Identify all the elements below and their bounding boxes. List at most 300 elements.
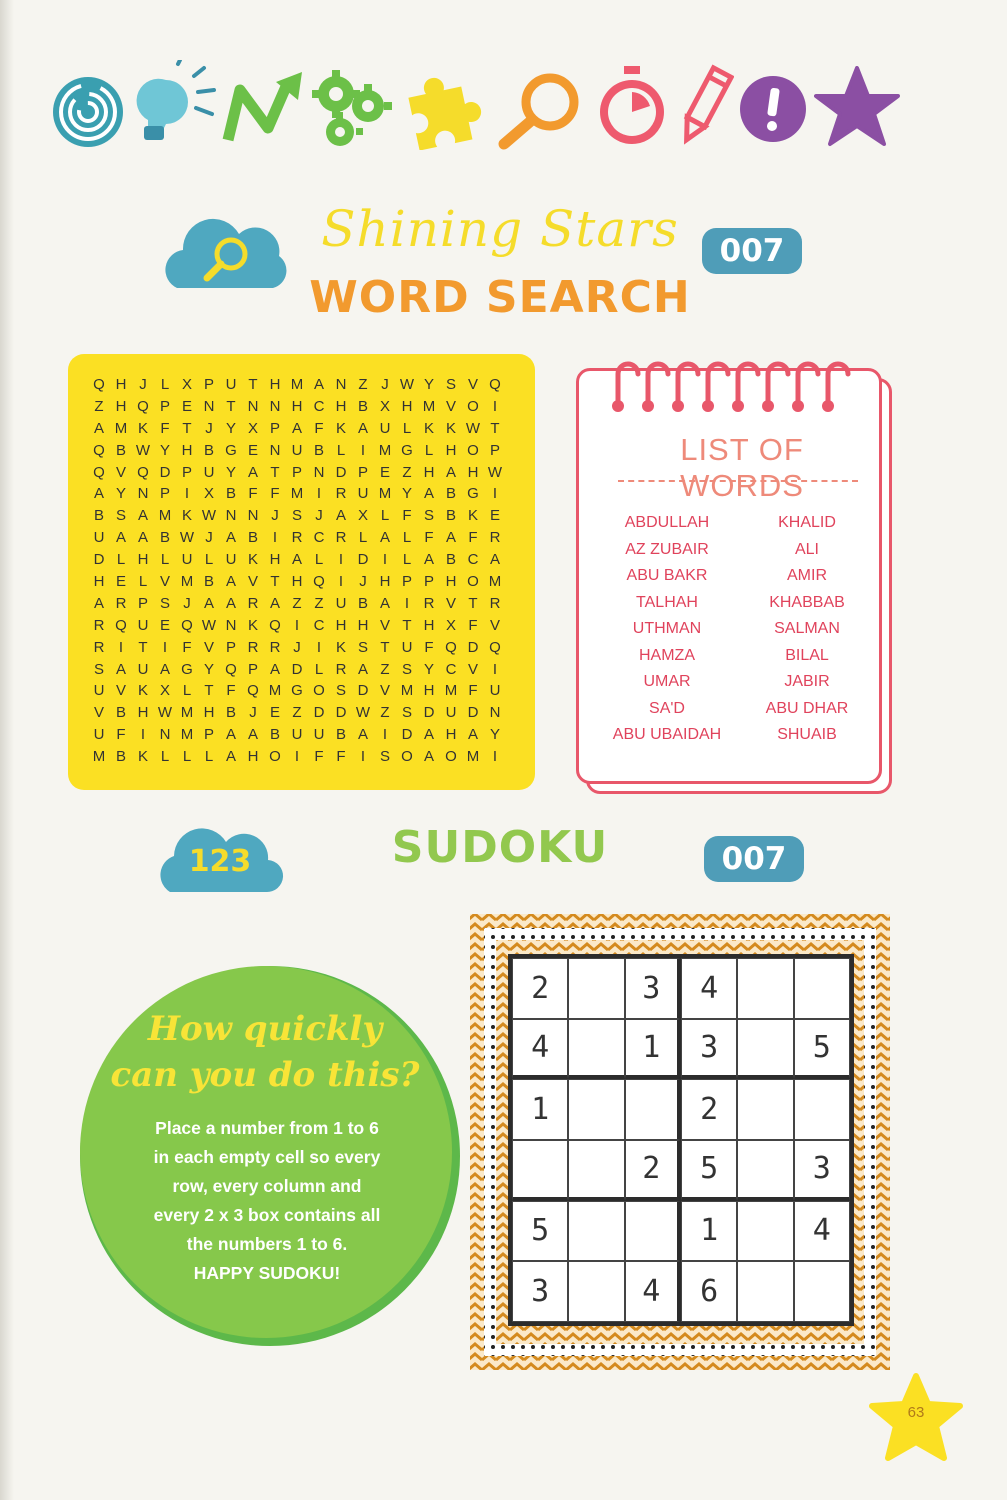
word-search-letter: P — [203, 726, 214, 744]
word-search-letter: I — [404, 594, 410, 612]
word-search-letter: F — [424, 529, 434, 547]
word-search-letter: T — [270, 573, 280, 591]
sudoku-cell[interactable] — [568, 1019, 624, 1080]
instructions-circle — [80, 966, 460, 1346]
word-search-letter: U — [203, 463, 215, 481]
number-cloud-label: 123 — [188, 844, 252, 879]
word-search-letter: Z — [94, 397, 104, 415]
word-search-letter: B — [335, 726, 346, 744]
word-search-letter: U — [379, 419, 391, 437]
word-search-letter: B — [203, 573, 214, 591]
word-search-letter: D — [467, 638, 479, 656]
word-search-letter: A — [115, 660, 126, 678]
word-search-letter: V — [445, 397, 456, 415]
word-search-letter: P — [489, 441, 500, 459]
word-search-letter: R — [335, 660, 347, 678]
word-search-letter: A — [159, 660, 170, 678]
word-search-letter: S — [335, 682, 346, 700]
word-search-letter: P — [423, 573, 434, 591]
sudoku-cell: 6 — [681, 1261, 737, 1322]
word-search-letter: L — [314, 660, 324, 678]
sudoku-cell[interactable] — [794, 1261, 850, 1322]
word-search-letter: M — [378, 441, 392, 459]
word-search-letter: Q — [137, 463, 149, 481]
word-search-letter: M — [158, 507, 172, 525]
word-search-letter: M — [180, 704, 194, 722]
sudoku-cell: 3 — [681, 1019, 737, 1080]
word-search-letter: K — [137, 419, 148, 437]
sudoku-cell[interactable] — [737, 958, 793, 1019]
word-search-letter: F — [468, 682, 478, 700]
word-search-letter: I — [316, 485, 322, 503]
word-search-letter: U — [489, 682, 501, 700]
word-search-letter: H — [203, 704, 215, 722]
word-search-letter: A — [379, 529, 390, 547]
word-search-letter: O — [467, 573, 479, 591]
word-list-item: JABIR — [784, 673, 830, 690]
word-search-letter: J — [359, 573, 367, 591]
word-list-item: ABU DHAR — [765, 699, 849, 717]
word-search-letter: I — [338, 551, 344, 569]
sudoku-cell[interactable] — [737, 1261, 793, 1322]
word-search-letter: R — [489, 594, 501, 612]
word-search-letter: Z — [380, 660, 390, 678]
word-search-letter: W — [201, 507, 217, 525]
word-list-notepad — [572, 352, 892, 792]
sudoku-cell[interactable] — [625, 1201, 681, 1262]
word-search-letter: D — [159, 463, 171, 481]
word-search-letter: M — [180, 573, 194, 591]
word-search-letter: L — [160, 376, 170, 393]
maze-icon — [50, 74, 126, 150]
word-search-letter: R — [247, 594, 259, 612]
stopwatch-icon — [594, 66, 670, 150]
word-search-letter: H — [269, 551, 281, 569]
word-search-letter: L — [336, 441, 346, 459]
word-search-letter: N — [159, 726, 171, 744]
sudoku-cell[interactable] — [737, 1201, 793, 1262]
word-search-letter: U — [313, 726, 325, 744]
word-search-letter: H — [115, 376, 127, 393]
word-search-letter: D — [357, 551, 369, 569]
sudoku-cell[interactable] — [568, 1201, 624, 1262]
word-search-letter: J — [293, 638, 301, 656]
sudoku-cell[interactable] — [737, 1140, 793, 1201]
word-list-item: SA'D — [649, 699, 685, 717]
page-number-star — [868, 1372, 964, 1464]
magnifier-icon — [494, 66, 590, 150]
word-search-letter: Z — [314, 594, 324, 612]
pencil-icon — [674, 64, 734, 150]
word-search-letter: B — [115, 441, 126, 459]
header-icon-strip — [44, 52, 924, 152]
instructions-heading-line-1: How quickly — [147, 1009, 383, 1049]
word-search-letter: U — [291, 726, 303, 744]
word-search-letter: L — [402, 529, 412, 547]
word-search-letter: H — [445, 573, 457, 591]
word-list-item: AMIR — [787, 567, 827, 584]
word-search-letter: M — [114, 419, 128, 437]
word-search-letter: T — [270, 463, 280, 481]
word-search-letter: A — [247, 463, 258, 481]
word-search-letter: P — [203, 376, 214, 393]
sudoku-cell: 1 — [512, 1079, 568, 1140]
instructions-heading-line-2: can you do this? — [110, 1055, 420, 1095]
word-search-letter: R — [335, 485, 347, 503]
word-search-letter: F — [314, 419, 324, 437]
word-search-letter: V — [379, 682, 390, 700]
sudoku-cell[interactable] — [568, 1079, 624, 1140]
word-list-item: AZ ZUBAIR — [625, 540, 709, 558]
word-search-letter: E — [115, 573, 126, 591]
word-search-letter: F — [424, 638, 434, 656]
word-search-letter: K — [335, 638, 346, 656]
instructions-line-5: the numbers 1 to 6. — [186, 1234, 348, 1254]
word-search-letter: Z — [358, 376, 368, 393]
word-search-letter: M — [290, 376, 304, 393]
word-search-letter: W — [355, 704, 371, 722]
word-search-letter: F — [182, 638, 192, 656]
word-search-letter: A — [467, 726, 478, 744]
word-search-letter: B — [203, 441, 214, 459]
word-search-letter: N — [137, 485, 149, 503]
word-search-letter: Q — [115, 616, 127, 634]
word-search-letter: F — [160, 419, 170, 437]
word-search-letter: A — [423, 726, 434, 744]
word-search-letter: C — [445, 660, 457, 678]
word-search-letter: G — [467, 485, 479, 503]
word-search-letter: A — [225, 748, 236, 766]
word-search-letter: G — [401, 441, 413, 459]
word-search-letter: P — [291, 463, 302, 481]
word-search-letter: V — [115, 682, 126, 700]
word-list-item: KHALID — [778, 514, 836, 531]
exclamation-icon — [738, 74, 808, 144]
gears-icon — [306, 64, 396, 154]
word-search-letter: O — [401, 748, 413, 766]
word-search-letter: H — [423, 616, 435, 634]
word-search-letter: U — [93, 529, 105, 547]
word-search-letter: S — [423, 507, 434, 525]
word-search-letter: X — [247, 419, 258, 437]
word-search-letter: B — [115, 704, 126, 722]
word-search-letter: N — [225, 507, 237, 525]
star-icon — [814, 66, 900, 148]
word-search-letter: R — [489, 529, 501, 547]
word-search-letter: M — [400, 682, 414, 700]
sudoku-cell: 3 — [794, 1140, 850, 1201]
word-list-item: ABU BAKR — [626, 567, 708, 584]
word-search-letter: R — [93, 616, 105, 634]
list-title-divider — [618, 480, 858, 482]
sudoku-cell[interactable] — [737, 1019, 793, 1080]
word-search-letter: T — [138, 638, 148, 656]
word-search-letter: M — [180, 726, 194, 744]
word-search-letter: A — [225, 529, 236, 547]
word-search-letter: B — [445, 507, 456, 525]
word-search-letter: S — [445, 376, 456, 393]
word-search-letter: D — [423, 704, 435, 722]
word-search-letter: U — [225, 551, 237, 569]
instructions-line-3: row, every column and — [172, 1176, 362, 1196]
word-search-letter: H — [93, 573, 105, 591]
word-search-letter: D — [93, 551, 105, 569]
word-search-letter: A — [489, 551, 500, 569]
word-search-letter: W — [487, 463, 503, 481]
word-search-letter: P — [247, 660, 258, 678]
word-search-letter: H — [401, 397, 413, 415]
word-list-item: UMAR — [643, 673, 691, 690]
word-search-letter: V — [203, 638, 214, 656]
word-search-letter: L — [314, 551, 324, 569]
sudoku-cell: 4 — [512, 1019, 568, 1080]
word-search-letter: W — [157, 704, 173, 722]
word-search-letter: Y — [115, 485, 126, 503]
word-search-letter: W — [201, 616, 217, 634]
word-search-letter: W — [465, 419, 481, 437]
sudoku-cell: 4 — [625, 1261, 681, 1322]
word-search-letter: I — [492, 485, 498, 503]
word-search-letter: N — [269, 441, 281, 459]
word-search-letter: P — [357, 463, 368, 481]
word-search-letter: J — [205, 529, 213, 547]
word-list-item: SHUAIB — [777, 726, 837, 743]
word-search-letter: C — [313, 397, 325, 415]
word-search-letter: A — [247, 726, 258, 744]
word-search-letter: M — [378, 485, 392, 503]
word-search-script-title: Shining Stars — [321, 200, 679, 258]
word-search-letter: E — [181, 397, 192, 415]
word-search-letter: S — [291, 507, 302, 525]
sudoku-cell[interactable] — [512, 1140, 568, 1201]
sudoku-cell: 2 — [512, 958, 568, 1019]
sudoku-cell[interactable] — [737, 1079, 793, 1140]
word-search-letter: F — [270, 485, 280, 503]
word-search-letter: I — [360, 748, 366, 766]
word-search-letter: W — [135, 441, 151, 459]
word-search-letter: D — [335, 704, 347, 722]
word-search-letter: B — [225, 704, 236, 722]
word-search-letter: H — [335, 616, 347, 634]
word-search-letter: B — [313, 441, 324, 459]
word-search-letter: H — [445, 726, 457, 744]
word-search-letter: A — [225, 594, 236, 612]
word-search-letter: D — [335, 463, 347, 481]
sudoku-cell: 3 — [512, 1261, 568, 1322]
word-search-letter: H — [445, 441, 457, 459]
instructions-heading — [100, 1006, 430, 1098]
word-search-letter: J — [381, 376, 389, 393]
word-search-letter: M — [92, 748, 106, 766]
word-search-letter: T — [248, 376, 258, 393]
word-search-letter: V — [467, 660, 478, 678]
word-list-item: SALMAN — [774, 620, 840, 637]
word-search-letter: W — [179, 529, 195, 547]
word-search-letter: Q — [313, 573, 325, 591]
word-search-letter: A — [291, 419, 302, 437]
word-search-letter: F — [226, 682, 236, 700]
word-search-letter: P — [159, 485, 170, 503]
word-search-letter: A — [115, 529, 126, 547]
sudoku-cell: 2 — [681, 1079, 737, 1140]
word-search-letter: F — [468, 616, 478, 634]
sudoku-cell[interactable] — [568, 1261, 624, 1322]
word-search-letter: A — [423, 748, 434, 766]
word-search-letter: K — [335, 419, 346, 437]
sudoku-cell[interactable] — [568, 1140, 624, 1201]
word-search-letter: L — [358, 529, 368, 547]
word-search-letter: T — [204, 682, 214, 700]
word-search-letter: Q — [489, 376, 501, 393]
word-search-letter: J — [315, 507, 323, 525]
word-search-letter: J — [249, 704, 257, 722]
word-search-letter: R — [93, 638, 105, 656]
word-search-letter: X — [379, 397, 390, 415]
word-search-letter: L — [402, 551, 412, 569]
word-search-letter: N — [203, 397, 215, 415]
word-search-letter: Z — [292, 704, 302, 722]
word-search-letter: A — [93, 594, 104, 612]
word-search-letter: B — [269, 726, 280, 744]
word-search-letter: N — [313, 463, 325, 481]
word-search-letter: T — [226, 397, 236, 415]
word-search-letter: E — [269, 704, 280, 722]
word-search-letter: X — [159, 682, 170, 700]
word-search-letter: T — [182, 419, 192, 437]
sudoku-cell[interactable] — [794, 958, 850, 1019]
word-search-letter: M — [290, 485, 304, 503]
word-search-letter: A — [357, 660, 368, 678]
word-search-letter: C — [313, 529, 325, 547]
word-search-letter: A — [203, 594, 214, 612]
word-search-letter: B — [225, 485, 236, 503]
word-search-letter: A — [137, 529, 148, 547]
word-search-letter: V — [467, 376, 478, 393]
sudoku-cell[interactable] — [568, 958, 624, 1019]
word-search-letter: Z — [402, 463, 412, 481]
word-search-letter: U — [401, 638, 413, 656]
word-search-letter: S — [357, 638, 368, 656]
instructions-line-6: HAPPY SUDOKU! — [193, 1263, 341, 1283]
word-search-letter: J — [271, 507, 279, 525]
word-search-letter: T — [468, 594, 478, 612]
word-search-letter: D — [467, 704, 479, 722]
word-search-letter: I — [338, 573, 344, 591]
word-search-letter: Y — [489, 726, 500, 744]
word-search-letter: J — [205, 419, 213, 437]
word-search-letter: P — [401, 573, 412, 591]
word-search-letter: V — [379, 616, 390, 634]
word-search-letter: X — [445, 616, 456, 634]
word-search-letter: R — [115, 594, 127, 612]
word-search-letter: H — [137, 551, 149, 569]
instructions-line-4: every 2 x 3 box contains all — [153, 1205, 381, 1225]
word-search-letter: O — [445, 748, 457, 766]
word-search-letter: D — [291, 660, 303, 678]
word-search-letter: F — [314, 748, 324, 766]
word-search-letter: B — [159, 529, 170, 547]
instructions-circle-face — [80, 966, 452, 1338]
word-search-letter: Q — [269, 616, 281, 634]
word-list-item: UTHMAN — [632, 620, 702, 637]
word-search-letter: K — [423, 419, 434, 437]
word-search-letter: U — [225, 376, 237, 393]
word-search-letter: F — [248, 485, 258, 503]
word-search-letter: T — [490, 419, 500, 437]
word-search-letter: I — [294, 748, 300, 766]
number-cloud — [150, 826, 290, 896]
word-search-letter: S — [93, 660, 104, 678]
word-search-letter: Y — [225, 419, 236, 437]
word-search-letter: V — [247, 573, 258, 591]
word-search-letter: I — [316, 638, 322, 656]
word-search-letter: H — [335, 397, 347, 415]
word-search-letter: V — [489, 616, 500, 634]
word-search-letter: A — [225, 573, 236, 591]
word-search-letter: H — [247, 748, 259, 766]
word-search-panel — [68, 354, 535, 790]
word-search-letter: H — [379, 573, 391, 591]
word-search-letter: N — [335, 376, 347, 393]
word-search-letter: Q — [247, 682, 259, 700]
sudoku-cell: 3 — [625, 958, 681, 1019]
word-search-letter: U — [93, 726, 105, 744]
word-search-letter: H — [467, 463, 479, 481]
word-search-grid — [88, 374, 506, 768]
word-search-letter: F — [468, 529, 478, 547]
word-search-letter: P — [159, 397, 170, 415]
word-search-letter: I — [162, 638, 168, 656]
instructions-line-2: in each empty cell so every — [153, 1147, 381, 1167]
word-search-letter: N — [247, 397, 259, 415]
word-search-letter: I — [360, 441, 366, 459]
word-search-letter: E — [379, 463, 390, 481]
word-search-letter: B — [445, 485, 456, 503]
word-search-letter: V — [159, 573, 170, 591]
word-search-letter: Q — [93, 441, 105, 459]
word-list-item: KHABBAB — [769, 593, 845, 611]
word-search-letter: B — [247, 529, 258, 547]
word-search-letter: I — [492, 660, 498, 678]
page-number: 63 — [907, 1404, 925, 1421]
sudoku-cell[interactable] — [794, 1079, 850, 1140]
word-search-letter: B — [357, 594, 368, 612]
word-search-letter: P — [181, 463, 192, 481]
word-search-letter: A — [357, 419, 368, 437]
word-search-letter: G — [291, 682, 303, 700]
word-search-letter: H — [291, 397, 303, 415]
word-search-letter: N — [489, 704, 501, 722]
word-search-letter: D — [357, 682, 369, 700]
word-search-letter: O — [269, 748, 281, 766]
word-search-letter: H — [291, 573, 303, 591]
notepad-rings-icon — [608, 354, 868, 414]
word-list-item: HAMZA — [639, 646, 695, 664]
sudoku-cell[interactable] — [625, 1079, 681, 1140]
word-search-letter: I — [118, 638, 124, 656]
word-search-letter: M — [466, 748, 480, 766]
page-binding-edge — [0, 0, 14, 1500]
word-search-letter: I — [492, 397, 498, 415]
instructions-line-1: Place a number from 1 to 6 — [155, 1118, 379, 1138]
word-search-letter: A — [445, 529, 456, 547]
word-search-letter: K — [445, 419, 456, 437]
word-search-letter: F — [402, 507, 412, 525]
word-search-letter: K — [467, 507, 478, 525]
word-list-item: ALI — [794, 540, 819, 558]
word-search-letter: F — [116, 726, 126, 744]
word-search-letter: A — [291, 551, 302, 569]
